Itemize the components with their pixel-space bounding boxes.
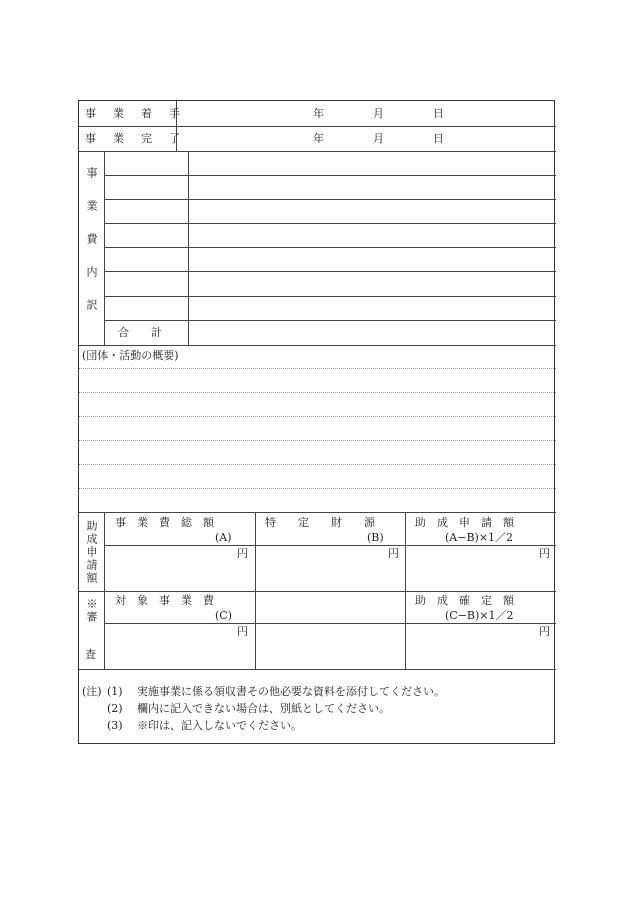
specific-funds-title: 特 定 財 源: [265, 516, 375, 529]
project-end-label: 事業完了: [85, 132, 197, 145]
note-3-text: ※印は、記入しないでください。: [137, 719, 302, 732]
grant-confirmed-sub: (C−B)×1／2: [445, 609, 514, 622]
total-label: 合 計: [118, 326, 162, 339]
review-side-label-bottom: 査: [85, 648, 96, 661]
note-1-text: 実施事業に係る領収書その他必要な資料を添付してください。: [137, 685, 445, 698]
overview-label: (団体・活動の概要): [82, 349, 179, 362]
total-cost-unit: 円: [237, 547, 248, 560]
note-3-number: (3): [107, 719, 123, 732]
project-start-label: 事業着手: [85, 107, 197, 120]
grant-request-amount-title: 助 成 申 請 額: [415, 516, 514, 529]
grant-report-form: [78, 100, 555, 744]
grant-request-amount-sub: (A−B)×1／2: [445, 531, 514, 544]
start-day-label: 日: [433, 107, 444, 120]
grant-request-side-label: 助成申請額: [85, 520, 98, 585]
specific-funds-sub: (B): [367, 531, 384, 544]
eligible-cost-unit: 円: [237, 625, 248, 638]
end-year-label: 年: [313, 132, 324, 145]
specific-funds-unit: 円: [388, 547, 399, 560]
grant-confirmed-unit: 円: [539, 625, 550, 638]
notes-prefix: (注): [82, 685, 102, 698]
start-year-label: 年: [313, 107, 324, 120]
end-day-label: 日: [433, 132, 444, 145]
total-project-cost-title: 事 業 費 総 額: [115, 516, 214, 529]
eligible-cost-title: 対 象 事 業 費: [115, 594, 214, 607]
note-1-number: (1): [107, 685, 123, 698]
end-month-label: 月: [373, 132, 384, 145]
grant-confirmed-title: 助 成 確 定 額: [415, 594, 514, 607]
review-side-label-top: ※審: [85, 598, 98, 624]
total-project-cost-sub: (A): [215, 531, 232, 544]
start-month-label: 月: [373, 107, 384, 120]
grant-request-unit: 円: [539, 547, 550, 560]
note-2-text: 欄内に記入できない場合は、別紙としてください。: [137, 702, 390, 715]
cost-breakdown-side-label: 事業費内訳: [85, 167, 98, 332]
note-2-number: (2): [107, 702, 123, 715]
eligible-cost-sub: (C): [215, 609, 232, 622]
